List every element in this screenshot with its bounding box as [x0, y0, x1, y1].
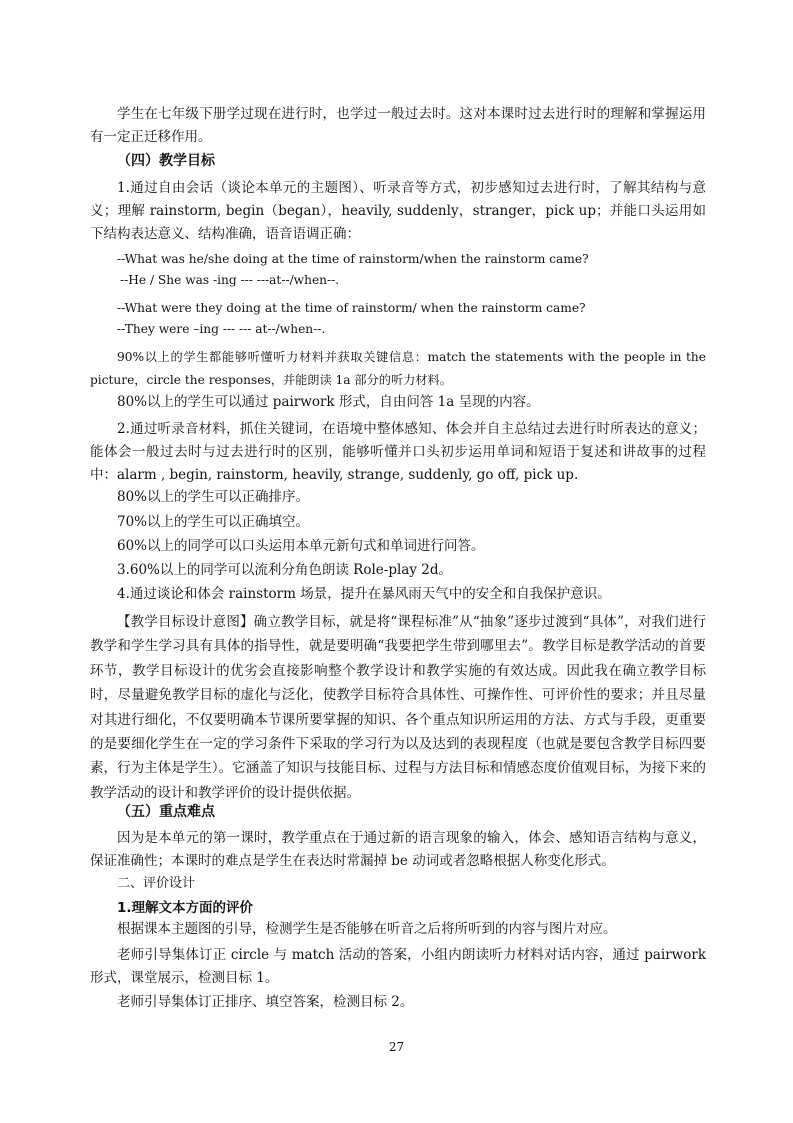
design-intent-paragraph: 【教学目标设计意图】确立教学目标，就是将“课程标准”从“抽象”逐步过渡到“具体”，对我们进行教学和学生学习具有具体的指导性，就是要明确“我要把学生带到哪里去”。教学目标是教学活动的首要环节，教学目标设计的优劣会直接影响整个教学设计和教学实施的有效达成。因此我在确立教学目标时，尽量避免教学目标的虚化与泛化，使教学目标符合具体性、可操作性、可评价性的要求；并且尽量对其进行细化，不仅要明确本节课所要掌握的知识、各个重点知识所运用的方法、方式与手段，更重要的是要细化学生在一定的学习条件下采取的学习行为以及达到的表现程度（也就是要包含教学目标四要素，行为主体是学生）。它涵盖了知识与技能目标、过程与方法目标和情感态度价值观目标，为接下来的教学活动的设计和教学评价的设计提供依据。: [90, 614, 706, 801]
eval-1-heading: 1.理解文本方面的评价: [117, 900, 254, 916]
intro-paragraph: 学生在七年级下册学过现在进行时，也学过一般过去时。这对本课时过去进行时的理解和掌握运用有一定正迁移作用。: [90, 106, 706, 145]
example-2-question: --What were they doing at the time of rainstorm/ when the rainstorm came?: [117, 301, 586, 315]
section-heading-objectives: （四）教学目标: [117, 153, 215, 169]
eval-1-paragraph-1: 根据课本主题图的引导，检测学生是否能够在听音之后将所听到的内容与图片对应。: [117, 921, 617, 937]
goal-3-paragraph: 3.60%以上的同学可以流利分角色朗读 Role-play 2d。: [117, 562, 452, 578]
example-1-answer: --He / She was -ing --- ---at--/when--.: [120, 273, 340, 287]
goal-1-80-percent: 80%以上的学生可以通过 pairwork 形式，自由问答 1a 呈现的内容。: [117, 394, 540, 410]
part-2-heading: 二、评价设计: [117, 876, 196, 891]
goal-2-70-percent: 70%以上的学生可以正确填空。: [117, 514, 310, 530]
page-number: 27: [388, 1040, 405, 1054]
goal-1-paragraph: 1.通过自由会话（谈论本单元的主题图）、听录音等方式，初步感知过去进行时，了解其结构与意义；理解 rainstorm, begin（began），heavily, suddenly，stranger，pick up；并能口头运用如下结构表达意义、结构准确，语音语调正确：: [90, 180, 706, 242]
goal-2-60-percent: 60%以上的同学可以口头运用本单元新句式和单词进行问答。: [117, 538, 485, 554]
example-2-answer: --They were –ing --- --- at--/when--.: [117, 322, 326, 336]
section-heading-key-points: （五）重点难点: [117, 804, 215, 820]
example-1-question: --What was he/she doing at the time of rainstorm/when the rainstorm came?: [117, 252, 589, 266]
eval-1-paragraph-2: 老师引导集体订正 circle 与 match 活动的答案，小组内朗读听力材料对话内容，通过 pairwork 形式，课堂展示，检测目标 1。: [90, 947, 706, 986]
goal-4-paragraph: 4.通过谈论和体会 rainstorm 场景，提升在暴风雨天气中的安全和自我保护意识。: [117, 586, 611, 602]
key-points-paragraph: 因为是本单元的第一课时，教学重点在于通过新的语言现象的输入，体会、感知语言结构与意义，保证准确性；本课时的难点是学生在表达时常漏掉 be 动词或者忽略根据人称变化形式。: [90, 830, 706, 869]
goal-1-90-percent: 90%以上的学生都能够听懂听力材料并获取关键信息：match the statements with the people in the picture，circle the responses，并能朗读 1a 部分的听力材料。: [90, 350, 706, 387]
goal-2-paragraph: 2.通过听录音材料，抓住关键词，在语境中整体感知、体会并自主总结过去进行时所表达的意义；能体会一般过去时与过去进行时的区别，能够听懂并口头初步运用单词和短语于复述和讲故事的过程中：alarm , begin, rainstorm, heavily, strange, suddenly, go off, pick up.: [90, 421, 706, 483]
goal-2-80-percent: 80%以上的学生可以正确排序。: [117, 489, 310, 505]
eval-1-paragraph-3: 老师引导集体订正排序、填空答案，检测目标 2。: [117, 994, 414, 1010]
